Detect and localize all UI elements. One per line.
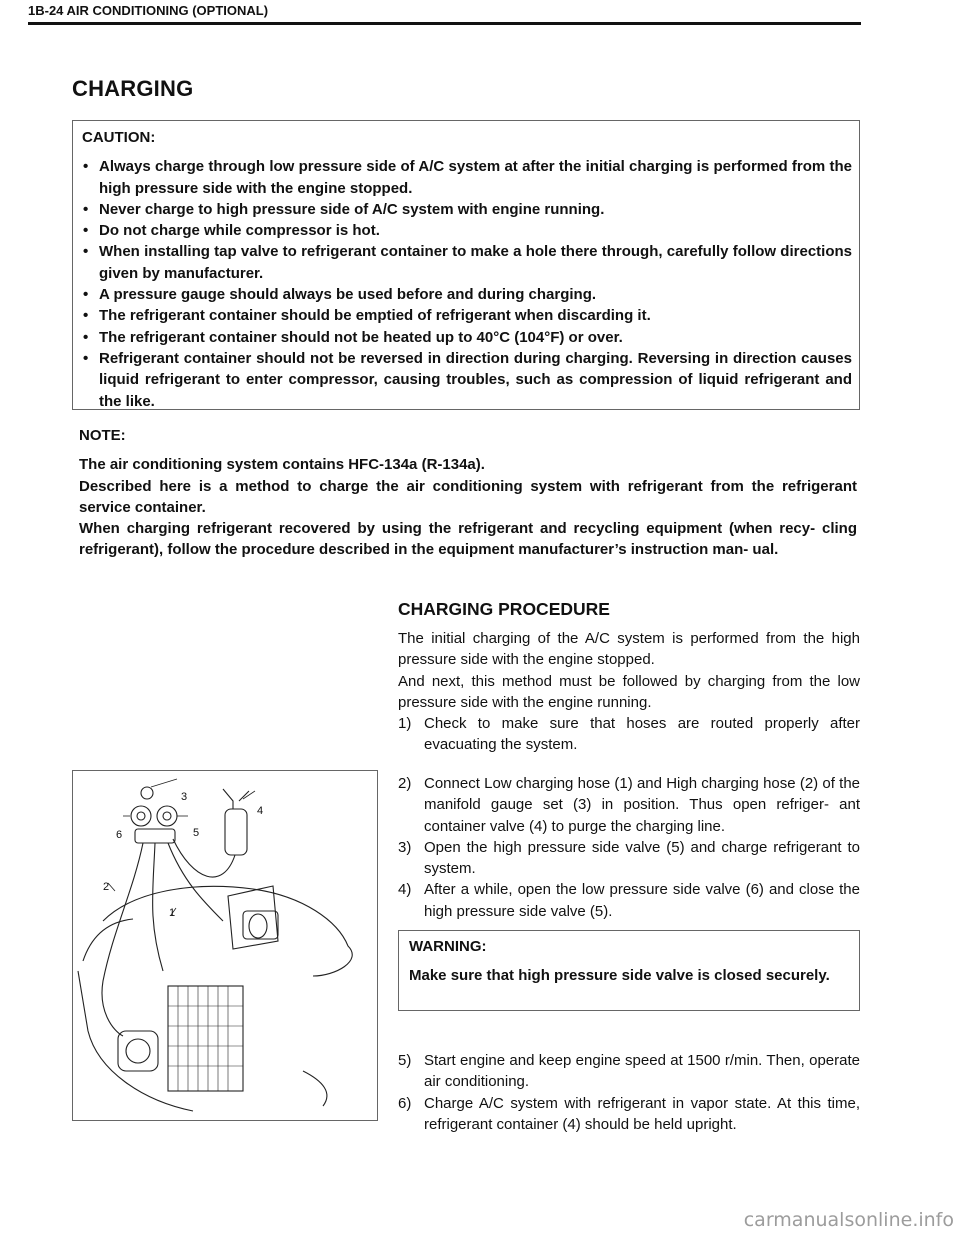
step-6 (398, 1093, 860, 1136)
steps-5-6 (398, 1050, 860, 1135)
intro-paragraph: The initial charging of the A/C system is performed from the high pressure side with the engine stopped. (398, 630, 860, 669)
step-5 (398, 1050, 860, 1093)
caution-item: • A pressure gauge should always be used before and during charging. (82, 284, 852, 305)
caution-item: • Always charge through low pressure side of A/C system at after the initial charging is performed from the high pressure side with the engine stopped. (82, 156, 852, 199)
warning-box (398, 930, 860, 1011)
caution-item: • When installing tap valve to refrigerant container to make a hole there through, carefully follow directions given by manufacturer. (82, 241, 852, 284)
callout-5: 5 (193, 827, 200, 839)
procedure-intro (398, 628, 860, 713)
step-text: Start engine and keep engine speed at 1500 r/min. Then, operate air conditioning. (424, 1052, 860, 1091)
callout-6: 6 (116, 829, 123, 841)
note-label: NOTE: (79, 427, 126, 444)
watermark: carmanualsonline.info (743, 1209, 954, 1231)
step-text: After a while, open the low pressure side valve (6) and close the high pressure side valve (5). (424, 881, 860, 920)
step-text: Open the high pressure side valve (5) and charge refrigerant to system. (424, 838, 860, 878)
caution-item: • Do not charge while compressor is hot. (82, 220, 852, 241)
caution-label: CAUTION: (82, 129, 156, 146)
step-text: Connect Low charging hose (1) and High charging hose (2) of the manifold gauge set (3) in position. Thus open refriger- ant container valve (4) to purge the charging line. (424, 775, 860, 835)
step-text: Check to make sure that hoses are routed properly after evacuating the system. (424, 715, 860, 754)
step-4 (398, 879, 860, 922)
note-block (79, 425, 857, 561)
step-number: 3) (398, 838, 412, 856)
section-title: CHARGING PROCEDURE (398, 599, 610, 619)
caution-item: • The refrigerant container should not be heated up to 40°C (104°F) or over. (82, 327, 852, 348)
header-rule (28, 22, 861, 25)
engine-bay-drawing (73, 771, 377, 1120)
warning-text: Make sure that high pressure side valve is closed securely. (409, 967, 830, 985)
page-title: CHARGING (72, 76, 194, 101)
step-number: 4) (398, 881, 412, 899)
callout-3: 3 (181, 791, 188, 803)
step-number: 5) (398, 1052, 412, 1069)
caution-box (72, 120, 860, 410)
caution-item: • Refrigerant container should not be reversed in direction during charging. Reversing in direction causes liquid refrigerant to enter compressor, causing troubles, such as compression of liquid refrigerant and the like. (82, 348, 852, 412)
step-number: 2) (398, 775, 412, 792)
callout-2: 2 (103, 881, 110, 893)
callout-4: 4 (257, 805, 264, 817)
intro-paragraph: And next, this method must be followed by charging from the low pressure side with the engine running. (398, 672, 860, 711)
note-paragraph: Described here is a method to charge the air conditioning system with refrigerant from the refrigerant service container. (79, 477, 857, 516)
step-number: 1) (398, 715, 412, 732)
warning-label: WARNING: (409, 938, 487, 955)
callout-1: 1 (169, 907, 176, 919)
caution-item: • Never charge to high pressure side of A/C system with engine running. (82, 199, 852, 220)
charging-illustration (72, 770, 378, 1121)
step-2 (398, 773, 860, 837)
note-paragraph: When charging refrigerant recovered by using the refrigerant and recycling equipment (when recy- cling refrigerant), follow the procedure described in the equipment manufacturer’s instruction man- ual. (79, 520, 857, 559)
running-header: 1B-24 AIR CONDITIONING (OPTIONAL) (28, 3, 269, 18)
step-number: 6) (398, 1094, 412, 1112)
step-3 (398, 837, 860, 880)
step-text: Charge A/C system with refrigerant in vapor state. At this time, refrigerant container (4) should be held upright. (424, 1094, 860, 1133)
step-1 (398, 713, 860, 756)
note-paragraph: The air conditioning system contains HFC-134a (R-134a). (79, 456, 485, 474)
caution-item: • The refrigerant container should be emptied of refrigerant when discarding it. (82, 305, 852, 326)
caution-list (82, 156, 852, 412)
steps-2-4 (398, 773, 860, 922)
